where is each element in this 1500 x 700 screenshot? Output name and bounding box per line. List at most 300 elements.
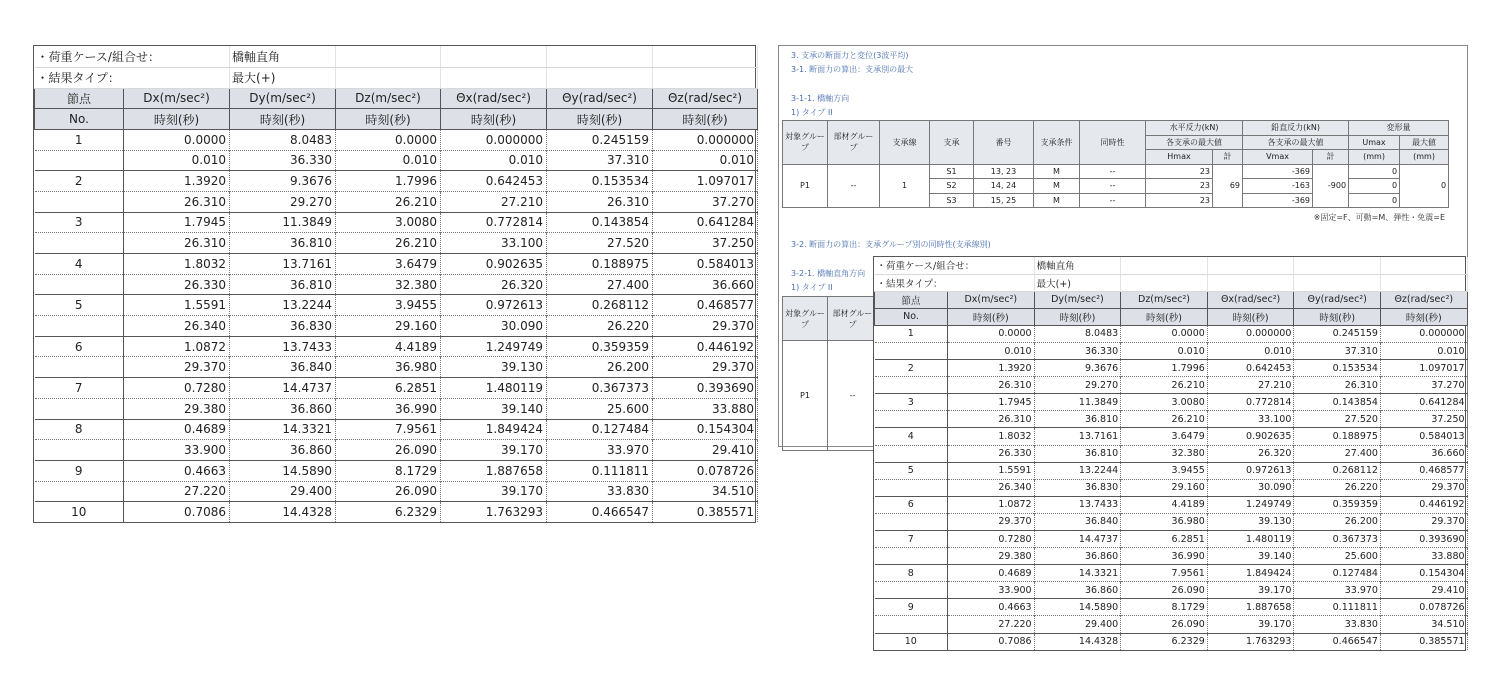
value-cell[interactable]: 6.2329 [1121, 633, 1208, 650]
value-cell[interactable]: 6.2329 [336, 502, 441, 523]
case-value[interactable]: 橋軸直角 [230, 46, 336, 67]
time-cell[interactable]: 39.170 [1207, 582, 1294, 599]
time-cell[interactable]: 27.210 [1207, 377, 1294, 394]
time-cell[interactable]: 36.840 [1034, 513, 1121, 530]
time-cell[interactable]: 33.880 [1380, 548, 1467, 565]
node-blank[interactable] [875, 582, 948, 599]
value-cell[interactable]: 11.3849 [1034, 394, 1121, 411]
value-cell[interactable]: 14.3321 [230, 419, 336, 440]
value-cell[interactable]: 9.3676 [230, 171, 336, 192]
value-cell[interactable]: 0.385571 [1380, 633, 1467, 650]
value-cell[interactable]: 0.772814 [441, 212, 547, 233]
value-cell[interactable]: 0.188975 [1294, 428, 1381, 445]
cell[interactable] [1380, 274, 1467, 291]
hdr-group: 対象グループ [783, 121, 828, 165]
value-cell[interactable]: 0.268112 [547, 295, 653, 316]
table-row [875, 565, 1468, 582]
value-cell[interactable]: 9.3676 [1034, 360, 1121, 377]
node-blank[interactable] [35, 440, 124, 461]
value-cell[interactable]: 1.763293 [1207, 633, 1294, 650]
value-cell[interactable]: 13.7433 [1034, 496, 1121, 513]
hdr-max: 最大値 [1400, 135, 1449, 150]
time-cell[interactable]: 39.170 [1207, 616, 1294, 633]
value-cell[interactable]: 0.0000 [948, 325, 1035, 342]
value-cell[interactable]: 6.2851 [336, 378, 441, 399]
node-number[interactable]: 3 [35, 212, 124, 233]
value-cell[interactable]: 4.4189 [1121, 496, 1208, 513]
time-cell[interactable]: 36.810 [1034, 411, 1121, 428]
cell[interactable] [1207, 274, 1294, 291]
time-cell[interactable]: 39.140 [441, 398, 547, 419]
value-cell[interactable]: 0.153534 [1294, 360, 1381, 377]
value-cell[interactable]: 0.642453 [1207, 360, 1294, 377]
value-cell[interactable]: 0.0000 [124, 129, 230, 150]
time-cell[interactable]: 37.310 [1294, 342, 1381, 359]
node-number[interactable]: 5 [35, 295, 124, 316]
time-cell[interactable]: 36.860 [230, 398, 336, 419]
bearing-u: 0 [1349, 164, 1400, 179]
value-cell[interactable]: 0.111811 [547, 460, 653, 481]
value-cell[interactable]: 1.480119 [1207, 531, 1294, 548]
cell[interactable] [547, 46, 653, 67]
value-cell[interactable]: 0.127484 [1294, 565, 1381, 582]
time-cell[interactable]: 26.310 [124, 233, 230, 254]
node-blank[interactable] [35, 316, 124, 337]
node-blank[interactable] [35, 274, 124, 295]
time-cell[interactable]: 26.310 [124, 191, 230, 212]
value-cell[interactable]: 1.8032 [124, 254, 230, 275]
time-cell[interactable]: 26.320 [1207, 445, 1294, 462]
time-cell[interactable]: 26.210 [1121, 377, 1208, 394]
cell[interactable] [336, 67, 441, 88]
node-number[interactable]: 10 [35, 502, 124, 523]
time-cell[interactable]: 0.010 [948, 342, 1035, 359]
value-cell[interactable]: 0.188975 [547, 254, 653, 275]
time-cell[interactable]: 29.270 [230, 191, 336, 212]
cell[interactable] [336, 46, 441, 67]
time-cell[interactable]: 32.380 [1121, 445, 1208, 462]
value-cell[interactable]: 13.2244 [230, 295, 336, 316]
value-cell[interactable]: 1.3920 [124, 171, 230, 192]
value-cell[interactable]: 0.902635 [1207, 428, 1294, 445]
time-cell[interactable]: 26.210 [336, 233, 441, 254]
value-cell[interactable]: 7.9561 [336, 419, 441, 440]
value-cell[interactable]: 0.393690 [1380, 531, 1467, 548]
value-cell[interactable]: 8.1729 [336, 460, 441, 481]
node-blank[interactable] [875, 513, 948, 530]
time-cell[interactable]: 26.320 [441, 274, 547, 295]
value-cell[interactable]: 1.887658 [441, 460, 547, 481]
value-cell[interactable]: 13.2244 [1034, 462, 1121, 479]
value-cell[interactable]: 0.359359 [1294, 496, 1381, 513]
node-number[interactable]: 8 [875, 565, 948, 582]
time-cell[interactable]: 26.090 [336, 481, 441, 502]
value-cell[interactable]: 13.7161 [230, 254, 336, 275]
value-cell[interactable]: 0.972613 [1207, 462, 1294, 479]
value-cell[interactable]: 0.143854 [547, 212, 653, 233]
cell[interactable] [1294, 274, 1381, 291]
time-cell[interactable]: 30.090 [1207, 479, 1294, 496]
value-cell[interactable]: 0.143854 [1294, 394, 1381, 411]
value-cell[interactable]: 8.0483 [1034, 325, 1121, 342]
time-cell[interactable]: 26.310 [948, 377, 1035, 394]
node-blank[interactable] [35, 191, 124, 212]
time-cell[interactable]: 26.090 [336, 440, 441, 461]
node-number[interactable]: 2 [35, 171, 124, 192]
value-cell[interactable]: 0.0000 [1121, 325, 1208, 342]
time-cell[interactable]: 36.990 [1121, 548, 1208, 565]
value-cell[interactable]: 0.000000 [653, 129, 758, 150]
value-cell[interactable]: 0.466547 [547, 502, 653, 523]
value-cell[interactable]: 1.0872 [948, 496, 1035, 513]
time-cell[interactable]: 27.210 [441, 191, 547, 212]
value-cell[interactable]: 0.902635 [441, 254, 547, 275]
result-value[interactable]: 最大(+) [230, 67, 336, 88]
time-cell[interactable]: 29.370 [653, 357, 758, 378]
value-cell[interactable]: 1.249749 [1207, 496, 1294, 513]
time-cell[interactable]: 36.980 [1121, 513, 1208, 530]
value-cell[interactable]: 13.7161 [1034, 428, 1121, 445]
value-cell[interactable]: 0.584013 [1380, 428, 1467, 445]
cell[interactable] [547, 67, 653, 88]
value-cell[interactable]: 14.3321 [1034, 565, 1121, 582]
node-number[interactable]: 8 [35, 419, 124, 440]
time-cell[interactable]: 26.200 [547, 357, 653, 378]
value-cell[interactable]: 4.4189 [336, 336, 441, 357]
time-cell[interactable]: 37.310 [547, 150, 653, 171]
time-cell[interactable]: 29.380 [948, 548, 1035, 565]
value-cell[interactable]: 0.245159 [547, 129, 653, 150]
time-cell[interactable]: 26.310 [1294, 377, 1381, 394]
time-cell[interactable]: 29.400 [230, 481, 336, 502]
value-cell[interactable]: 0.000000 [1380, 325, 1467, 342]
cell[interactable] [653, 46, 758, 67]
value-cell[interactable]: 1.0872 [124, 336, 230, 357]
time-cell[interactable]: 29.370 [948, 513, 1035, 530]
result-value[interactable]: 最大(+) [1034, 274, 1121, 291]
time-cell[interactable]: 26.220 [1294, 479, 1381, 496]
value-cell[interactable]: 1.849424 [441, 419, 547, 440]
time-cell[interactable]: 26.330 [124, 274, 230, 295]
value-cell[interactable]: 11.3849 [230, 212, 336, 233]
time-cell[interactable]: 27.400 [547, 274, 653, 295]
cell[interactable] [1121, 257, 1208, 274]
value-cell[interactable]: 0.584013 [653, 254, 758, 275]
value-cell[interactable]: 0.245159 [1294, 325, 1381, 342]
value-cell[interactable]: 0.641284 [653, 212, 758, 233]
value-cell[interactable]: 0.127484 [547, 419, 653, 440]
value-cell[interactable]: 1.7996 [336, 171, 441, 192]
time-cell[interactable]: 29.380 [124, 398, 230, 419]
time-cell[interactable]: 27.400 [1294, 445, 1381, 462]
value-cell[interactable]: 0.7086 [948, 633, 1035, 650]
time-cell[interactable]: 26.090 [1121, 582, 1208, 599]
time-cell[interactable]: 26.200 [1294, 513, 1381, 530]
value-cell[interactable]: 3.0080 [336, 212, 441, 233]
node-number[interactable]: 9 [35, 460, 124, 481]
table-row [35, 254, 758, 275]
value-cell[interactable]: 1.5591 [948, 462, 1035, 479]
time-cell[interactable]: 26.210 [1121, 411, 1208, 428]
cell[interactable] [1294, 257, 1381, 274]
time-cell[interactable]: 0.010 [124, 150, 230, 171]
time-cell[interactable]: 0.010 [441, 150, 547, 171]
value-cell[interactable]: 7.9561 [1121, 565, 1208, 582]
value-cell[interactable]: 0.078726 [1380, 599, 1467, 616]
time-cell[interactable]: 36.990 [336, 398, 441, 419]
value-cell[interactable]: 0.466547 [1294, 633, 1381, 650]
node-blank[interactable] [35, 233, 124, 254]
value-cell[interactable]: 1.097017 [1380, 360, 1467, 377]
cell[interactable] [441, 67, 547, 88]
cell[interactable] [441, 46, 547, 67]
value-cell[interactable]: 13.7433 [230, 336, 336, 357]
node-number[interactable]: 7 [875, 531, 948, 548]
node-number[interactable]: 6 [875, 496, 948, 513]
value-cell[interactable]: 0.7280 [948, 531, 1035, 548]
time-cell[interactable]: 36.840 [230, 357, 336, 378]
member-value: -- [828, 164, 880, 208]
value-cell[interactable]: 1.7945 [124, 212, 230, 233]
value-cell[interactable]: 0.000000 [441, 129, 547, 150]
cell[interactable] [1121, 274, 1208, 291]
time-cell[interactable]: 27.220 [948, 616, 1035, 633]
time-cell[interactable]: 37.250 [1380, 411, 1467, 428]
node-number[interactable]: 6 [35, 336, 124, 357]
value-cell[interactable]: 0.367373 [547, 378, 653, 399]
time-cell[interactable]: 39.130 [441, 357, 547, 378]
value-cell[interactable]: 3.0080 [1121, 394, 1208, 411]
value-cell[interactable]: 0.7086 [124, 502, 230, 523]
value-cell[interactable]: 14.5890 [230, 460, 336, 481]
node-blank[interactable] [35, 357, 124, 378]
time-cell[interactable]: 37.270 [653, 191, 758, 212]
value-cell[interactable]: 14.4328 [1034, 633, 1121, 650]
value-cell[interactable]: 1.763293 [441, 502, 547, 523]
hdr-mm-max: (mm) [1400, 150, 1449, 165]
node-blank[interactable] [875, 411, 948, 428]
time-cell[interactable]: 33.970 [1294, 582, 1381, 599]
time-cell[interactable]: 30.090 [441, 316, 547, 337]
value-cell[interactable]: 1.887658 [1207, 599, 1294, 616]
time-cell[interactable]: 29.370 [1380, 479, 1467, 496]
node-number[interactable]: 7 [35, 378, 124, 399]
value-cell[interactable]: 14.4737 [230, 378, 336, 399]
value-cell[interactable]: 0.4689 [948, 565, 1035, 582]
time-cell[interactable]: 29.370 [124, 357, 230, 378]
value-cell[interactable]: 0.641284 [1380, 394, 1467, 411]
time-cell[interactable]: 26.090 [1121, 616, 1208, 633]
value-cell[interactable]: 8.1729 [1121, 599, 1208, 616]
time-cell[interactable]: 27.520 [1294, 411, 1381, 428]
time-cell[interactable]: 0.010 [653, 150, 758, 171]
value-cell[interactable]: 0.154304 [653, 419, 758, 440]
time-cell[interactable]: 36.860 [230, 440, 336, 461]
value-cell[interactable]: 0.642453 [441, 171, 547, 192]
value-cell[interactable]: 3.6479 [1121, 428, 1208, 445]
time-cell[interactable]: 0.010 [336, 150, 441, 171]
table-row [875, 548, 1468, 565]
time-cell[interactable]: 26.310 [948, 411, 1035, 428]
time-cell[interactable]: 29.270 [1034, 377, 1121, 394]
value-cell[interactable]: 1.7945 [948, 394, 1035, 411]
time-cell[interactable]: 26.330 [948, 445, 1035, 462]
time-cell[interactable]: 36.810 [230, 274, 336, 295]
value-cell[interactable]: 14.5890 [1034, 599, 1121, 616]
node-blank[interactable] [875, 548, 948, 565]
value-cell[interactable]: 0.7280 [124, 378, 230, 399]
time-cell[interactable]: 33.830 [547, 481, 653, 502]
value-cell[interactable]: 0.268112 [1294, 462, 1381, 479]
time-cell[interactable]: 33.970 [547, 440, 653, 461]
value-cell[interactable]: 0.359359 [547, 336, 653, 357]
value-cell[interactable]: 0.4663 [948, 599, 1035, 616]
time-cell[interactable]: 36.810 [230, 233, 336, 254]
node-blank[interactable] [875, 616, 948, 633]
case-value[interactable]: 橋軸直角 [1034, 257, 1121, 274]
reaction-table [782, 120, 1449, 208]
value-cell[interactable]: 1.249749 [441, 336, 547, 357]
time-cell[interactable]: 29.160 [336, 316, 441, 337]
time-cell[interactable]: 33.100 [1207, 411, 1294, 428]
time-cell[interactable]: 36.330 [230, 150, 336, 171]
time-cell[interactable]: 25.600 [1294, 548, 1381, 565]
value-cell[interactable]: 0.0000 [336, 129, 441, 150]
node-number[interactable]: 2 [875, 360, 948, 377]
time-cell[interactable]: 29.370 [653, 316, 758, 337]
node-blank[interactable] [35, 481, 124, 502]
value-cell[interactable]: 1.097017 [653, 171, 758, 192]
value-cell[interactable]: 1.849424 [1207, 565, 1294, 582]
time-cell[interactable]: 33.830 [1294, 616, 1381, 633]
value-cell[interactable]: 0.4689 [124, 419, 230, 440]
time-cell[interactable]: 25.600 [547, 398, 653, 419]
value-cell[interactable]: 0.385571 [653, 502, 758, 523]
value-cell[interactable]: 0.393690 [653, 378, 758, 399]
cell[interactable] [653, 67, 758, 88]
time-cell[interactable]: 37.250 [653, 233, 758, 254]
value-cell[interactable]: 0.446192 [653, 336, 758, 357]
time-cell[interactable]: 39.170 [441, 481, 547, 502]
node-number[interactable]: 1 [35, 129, 124, 150]
time-cell[interactable]: 39.130 [1207, 513, 1294, 530]
value-cell[interactable]: 1.7996 [1121, 360, 1208, 377]
time-cell[interactable]: 33.100 [441, 233, 547, 254]
value-cell[interactable]: 3.6479 [336, 254, 441, 275]
value-cell[interactable]: 0.468577 [1380, 462, 1467, 479]
time-cell[interactable]: 36.980 [336, 357, 441, 378]
value-cell[interactable]: 0.468577 [653, 295, 758, 316]
node-blank[interactable] [875, 377, 948, 394]
value-cell[interactable]: 1.3920 [948, 360, 1035, 377]
table-row [35, 129, 758, 150]
value-cell[interactable]: 1.480119 [441, 378, 547, 399]
node-number[interactable]: 10 [875, 633, 948, 650]
time-cell[interactable]: 36.830 [230, 316, 336, 337]
header-dy: Dy(m/sec²) [1034, 291, 1121, 308]
node-blank[interactable] [875, 445, 948, 462]
time-cell[interactable]: 39.170 [441, 440, 547, 461]
value-cell[interactable]: 0.078726 [653, 460, 758, 481]
node-number[interactable]: 5 [875, 462, 948, 479]
node-blank[interactable] [875, 342, 948, 359]
time-cell[interactable]: 37.270 [1380, 377, 1467, 394]
node-number[interactable]: 4 [875, 428, 948, 445]
time-cell[interactable]: 26.340 [948, 479, 1035, 496]
time-cell[interactable]: 34.510 [1380, 616, 1467, 633]
value-cell[interactable]: 0.4663 [124, 460, 230, 481]
section-title-2: 3-2. 断面力の算出：支承グループ別の同時性(支承線別) [791, 240, 991, 249]
time-cell[interactable]: 33.900 [124, 440, 230, 461]
node-number[interactable]: 9 [875, 599, 948, 616]
time-cell[interactable]: 36.830 [1034, 479, 1121, 496]
value-cell[interactable]: 0.772814 [1207, 394, 1294, 411]
time-cell[interactable]: 26.220 [547, 316, 653, 337]
table-row [875, 582, 1468, 599]
time-cell[interactable]: 29.410 [1380, 582, 1467, 599]
time-cell[interactable]: 36.330 [1034, 342, 1121, 359]
node-blank[interactable] [35, 150, 124, 171]
time-cell[interactable]: 0.010 [1207, 342, 1294, 359]
node-blank[interactable] [35, 398, 124, 419]
value-cell[interactable]: 0.153534 [547, 171, 653, 192]
time-cell[interactable]: 26.210 [336, 191, 441, 212]
time-cell[interactable]: 29.400 [1034, 616, 1121, 633]
time-cell[interactable]: 36.810 [1034, 445, 1121, 462]
time-cell[interactable]: 32.380 [336, 274, 441, 295]
value-cell[interactable]: 0.972613 [441, 295, 547, 316]
time-cell[interactable]: 33.880 [653, 398, 758, 419]
time-cell[interactable]: 29.410 [653, 440, 758, 461]
value-cell[interactable]: 3.9455 [1121, 462, 1208, 479]
cell[interactable] [1380, 257, 1467, 274]
time-cell[interactable]: 29.160 [1121, 479, 1208, 496]
time-cell[interactable]: 27.220 [124, 481, 230, 502]
time-cell[interactable]: 29.370 [1380, 513, 1467, 530]
node-number[interactable]: 4 [35, 254, 124, 275]
time-cell[interactable]: 33.900 [948, 582, 1035, 599]
time-cell[interactable]: 0.010 [1121, 342, 1208, 359]
value-cell[interactable]: 0.000000 [1207, 325, 1294, 342]
node-blank[interactable] [875, 479, 948, 496]
time-cell[interactable]: 26.310 [547, 191, 653, 212]
time-cell[interactable]: 39.140 [1207, 548, 1294, 565]
time-cell[interactable]: 27.520 [547, 233, 653, 254]
time-cell[interactable]: 36.860 [1034, 548, 1121, 565]
node-number[interactable]: 1 [875, 325, 948, 342]
value-cell[interactable]: 3.9455 [336, 295, 441, 316]
time-cell[interactable]: 36.660 [1380, 445, 1467, 462]
value-cell[interactable]: 0.111811 [1294, 599, 1381, 616]
value-cell[interactable]: 0.154304 [1380, 565, 1467, 582]
value-cell[interactable]: 1.5591 [124, 295, 230, 316]
value-cell[interactable]: 0.367373 [1294, 531, 1381, 548]
time-cell[interactable]: 34.510 [653, 481, 758, 502]
node-number[interactable]: 3 [875, 394, 948, 411]
value-cell[interactable]: 8.0483 [230, 129, 336, 150]
hdr-hmax: Hmax [1146, 150, 1213, 165]
time-cell[interactable]: 26.340 [124, 316, 230, 337]
time-cell[interactable]: 36.660 [653, 274, 758, 295]
time-cell[interactable]: 0.010 [1380, 342, 1467, 359]
value-cell[interactable]: 6.2851 [1121, 531, 1208, 548]
value-cell[interactable]: 0.446192 [1380, 496, 1467, 513]
time-cell[interactable]: 36.860 [1034, 582, 1121, 599]
value-cell[interactable]: 14.4328 [230, 502, 336, 523]
cell[interactable] [1207, 257, 1294, 274]
value-cell[interactable]: 1.8032 [948, 428, 1035, 445]
value-cell[interactable]: 14.4737 [1034, 531, 1121, 548]
